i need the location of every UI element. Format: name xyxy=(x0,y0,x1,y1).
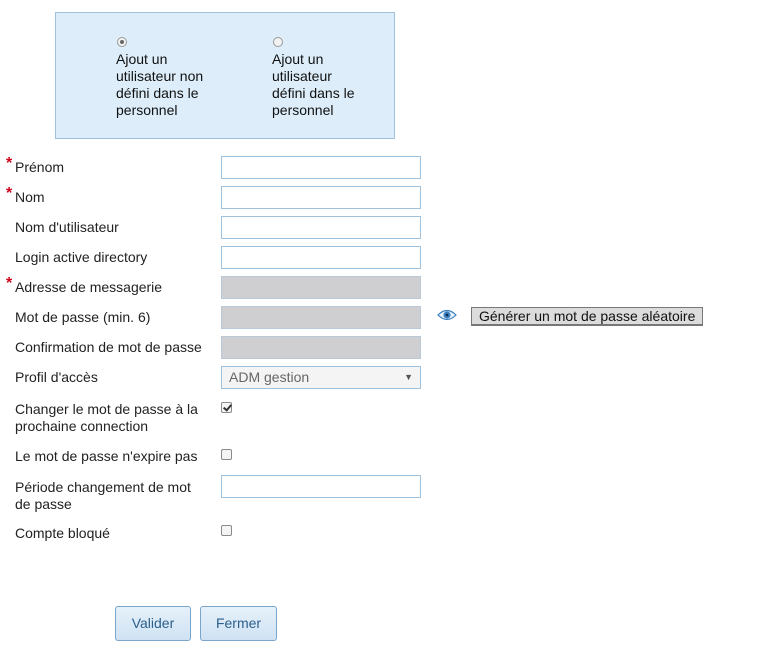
label-account-locked: Compte bloqué xyxy=(15,525,110,541)
required-marker: * xyxy=(6,275,13,292)
password-input[interactable] xyxy=(221,306,421,329)
label-nom: Nom xyxy=(15,189,45,205)
account-locked-checkbox[interactable] xyxy=(221,525,232,536)
generate-password-button[interactable]: Générer un mot de passe aléatoire xyxy=(471,307,703,326)
label-ad-login: Login active directory xyxy=(15,249,148,265)
profile-select[interactable] xyxy=(221,366,421,389)
user-type-panel xyxy=(55,12,395,139)
label-change-password: Changer le mot de passe à la prochaine connection xyxy=(15,401,198,434)
label-password: Mot de passe (min. 6) xyxy=(15,309,151,325)
required-marker: * xyxy=(6,185,13,202)
label-username: Nom d'utilisateur xyxy=(15,219,119,235)
ad-login-input[interactable] xyxy=(221,246,421,269)
radio-label-personnel: Ajout un utilisateur défini dans le personnel xyxy=(272,51,355,118)
user-type-option-personnel[interactable] xyxy=(272,37,402,119)
pw-change-period-input[interactable] xyxy=(221,475,421,498)
label-email: Adresse de messagerie xyxy=(15,279,163,295)
label-pw-never-expires: Le mot de passe n'expire pas xyxy=(15,448,198,464)
validate-button[interactable]: Valider xyxy=(115,606,191,641)
required-marker: * xyxy=(6,155,13,172)
change-password-checkbox[interactable] xyxy=(221,402,232,413)
radio-label-non-personnel: Ajout un utilisateur non défini dans le personnel xyxy=(116,51,204,118)
label-password-confirm: Confirmation de mot de passe xyxy=(15,339,202,355)
radio-non-personnel[interactable] xyxy=(117,37,127,47)
label-pw-change-period: Période changement de mot de passe xyxy=(15,479,191,512)
prenom-input[interactable] xyxy=(221,156,421,179)
pw-never-expires-checkbox[interactable] xyxy=(221,449,232,460)
label-profile: Profil d'accès xyxy=(15,369,98,385)
nom-input[interactable] xyxy=(221,186,421,209)
username-input[interactable] xyxy=(221,216,421,239)
radio-personnel[interactable] xyxy=(273,37,283,47)
email-input[interactable] xyxy=(221,276,421,299)
label-prenom: Prénom xyxy=(15,159,65,175)
user-type-option-non-personnel[interactable] xyxy=(116,37,246,119)
profile-select-value: ADM gestion xyxy=(229,369,310,385)
chevron-down-icon: ▼ xyxy=(404,372,413,382)
eye-icon[interactable] xyxy=(437,308,457,322)
password-confirm-input[interactable] xyxy=(221,336,421,359)
close-button[interactable]: Fermer xyxy=(200,606,277,641)
